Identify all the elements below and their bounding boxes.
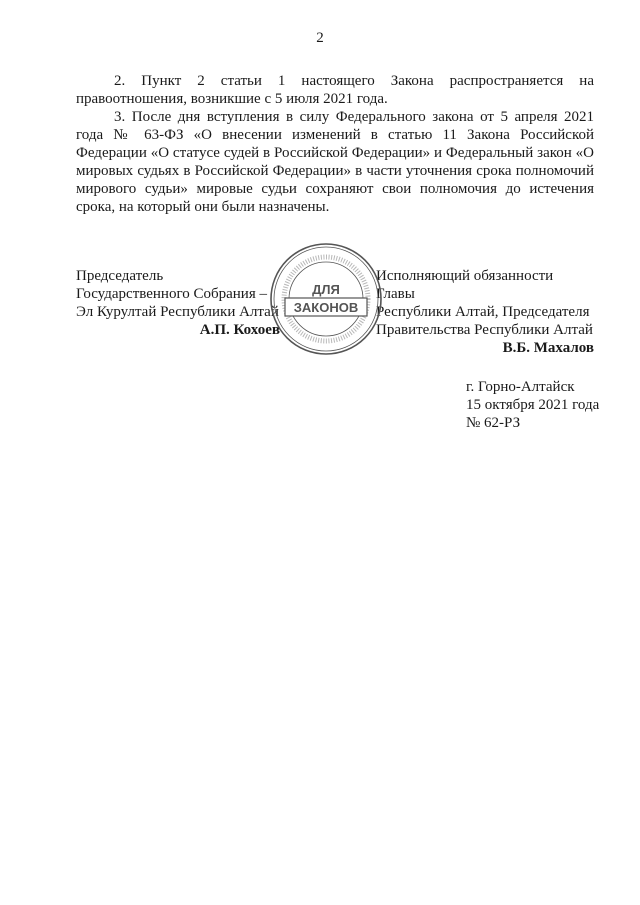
law-number: № 62-РЗ	[466, 415, 521, 431]
stamp-text-line-2: ЗАКОНОВ	[293, 300, 359, 315]
head-title-line-1: Исполняющий обязанности Главы	[376, 268, 554, 302]
chairman-title-line-2: Государственного Собрания –	[76, 286, 267, 302]
signature-block-chairman	[76, 267, 286, 339]
place: г. Горно-Алтайск	[466, 379, 575, 395]
page-number: 2	[316, 30, 324, 46]
law-text	[76, 72, 594, 216]
chairman-title-line-3: Эл Курултай Республики Алтай	[76, 304, 279, 320]
chairman-name: А.П. Кохоев	[199, 322, 280, 338]
signature-block-head	[376, 267, 594, 357]
date: 15 октября 2021 года	[466, 397, 600, 413]
paragraph-2: 2. Пункт 2 статьи 1 настоящего Закона распространяется на правоотношения, возникшие с 5 июля 2021 года.	[76, 73, 594, 107]
place-date-block	[466, 378, 616, 432]
stamp-text-line-1: ДЛЯ	[312, 282, 340, 297]
head-title-line-3: Правительства Республики Алтай	[376, 322, 593, 338]
chairman-title-line-1: Председатель	[76, 268, 164, 284]
head-name: В.Б. Махалов	[502, 340, 594, 356]
official-stamp	[269, 242, 383, 356]
head-title-line-2: Республики Алтай, Председателя	[376, 304, 590, 320]
paragraph-3: 3. После дня вступления в силу Федерального закона от 5 апреля 2021 года № 63-ФЗ «О внесении изменений в статью 11 Закона Российской Федерации «О статусе судей в Российской Федерации» и Федеральный закон «О мировых судьях в Российской Федерации» в части уточнения срока полномочий мирового судьи» мировые судьи сохраняют свои полномочия до истечения срока, на который они были назначены.	[76, 109, 594, 215]
